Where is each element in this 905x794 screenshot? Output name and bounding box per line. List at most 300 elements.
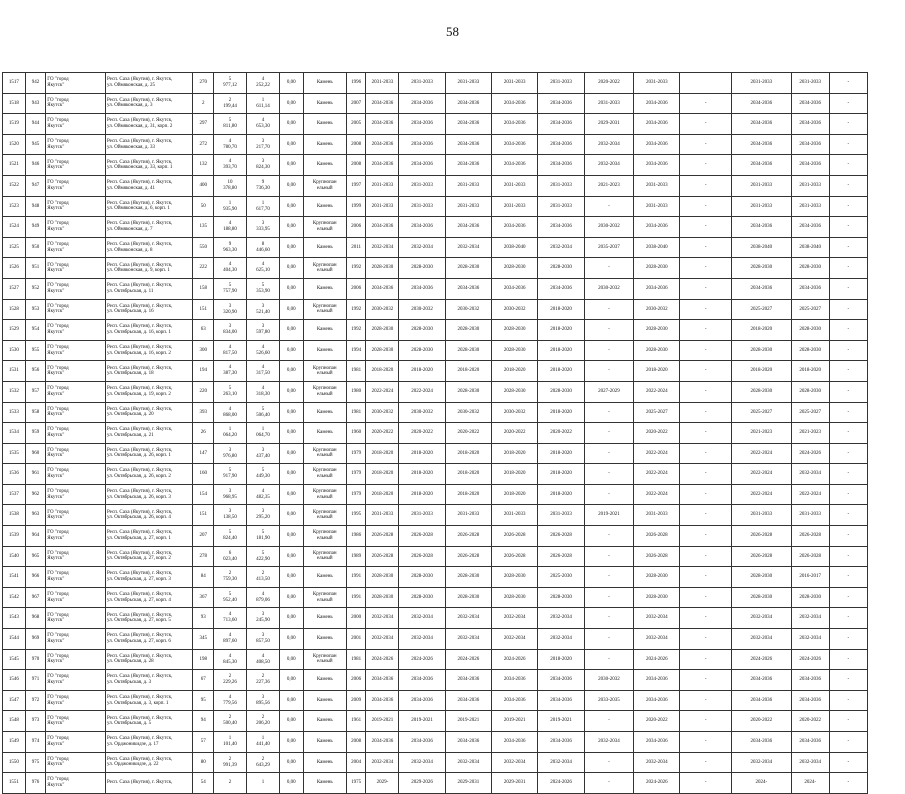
table-row xyxy=(3,505,902,526)
period-5-cell: 2035-2037 xyxy=(584,237,633,258)
build-year-cell: 1997 xyxy=(346,175,366,196)
build-year-cell: 1981 xyxy=(346,402,366,423)
wear-cell: 0,00 xyxy=(279,484,303,505)
owner-cell-line-2: Якутск" xyxy=(47,535,65,541)
owner-cell xyxy=(46,134,106,155)
period-9-cell: 2034-2036 xyxy=(791,732,829,753)
object-id-cell: 962 xyxy=(25,484,46,505)
period-1-cell: 2034-2036 xyxy=(399,217,445,238)
area-cell: 154 xyxy=(193,484,214,505)
period-6-cell: 2022-2024 xyxy=(634,484,680,505)
period-7-cell: - xyxy=(680,752,731,773)
period-3-cell: 2028-2030 xyxy=(492,567,538,588)
figure-1-cell-line-1: 3 xyxy=(228,509,232,515)
period-6-cell: 2034-2036 xyxy=(634,690,680,711)
period-7-cell xyxy=(680,73,731,94)
figure-1-cell xyxy=(214,299,247,320)
figure-2-cell-line-2: 318,30 xyxy=(256,391,270,397)
figure-2-cell-line-1: 3 xyxy=(261,159,265,165)
owner-cell-line-1: ГО "город xyxy=(47,695,69,701)
period-8-cell: 2028-2030 xyxy=(731,567,791,588)
period-10-cell: - xyxy=(829,732,867,753)
period-3-cell: 2034-2036 xyxy=(492,217,538,238)
owner-cell-line-2: Якутск" xyxy=(47,597,65,603)
period-6-cell: 2028-2030 xyxy=(634,587,680,608)
period-2-cell: 2034-2036 xyxy=(445,93,491,114)
figure-1-cell xyxy=(214,505,247,526)
address-cell-line-1: Респ. Саха (Якутия), г. Якутск, xyxy=(106,468,173,474)
table-row xyxy=(3,608,902,629)
area-cell: 400 xyxy=(193,175,214,196)
build-year-cell: 1992 xyxy=(346,299,366,320)
row-number-cell: 1541 xyxy=(3,567,26,588)
period-9-cell: 2028-2030 xyxy=(791,340,829,361)
period-9-cell: 2018-2020 xyxy=(791,361,829,382)
period-6-cell: 2028-2030 xyxy=(634,258,680,279)
address-cell-line-2: ул. Октябрьская, д. 16 xyxy=(106,309,154,315)
build-year-cell: 2008 xyxy=(346,134,366,155)
period-5-cell: - xyxy=(584,320,633,341)
period-3-cell: 2034-2036 xyxy=(492,155,538,176)
owner-cell-line-1: ГО "город xyxy=(47,447,69,453)
period-4-cell: 2018-2020 xyxy=(538,484,584,505)
period-7-cell: - xyxy=(680,711,731,732)
period-0-cell: 2028-2030 xyxy=(366,320,399,341)
wear-cell: 0,00 xyxy=(279,320,303,341)
material-cell: Крупнопан ельный xyxy=(303,381,346,402)
row-number-cell: 1545 xyxy=(3,649,26,670)
material-cell: Крупнопан ельный xyxy=(303,217,346,238)
figure-2-cell-line-1: 4 xyxy=(261,385,265,391)
object-id-cell: 968 xyxy=(25,608,46,629)
address-cell-line-2: ул. Орджоникидзе, д. 17 xyxy=(106,741,159,747)
area-cell: 132 xyxy=(193,155,214,176)
figure-1-cell-line-1: 4 xyxy=(228,633,232,639)
figure-1-cell-line-1: 3 xyxy=(228,447,232,453)
owner-cell-line-2: Якутск" xyxy=(47,494,65,500)
period-10-cell: - xyxy=(829,155,867,176)
table-row xyxy=(3,114,902,135)
figure-2-cell-line-2: 653,30 xyxy=(256,124,270,130)
table-row xyxy=(3,546,902,567)
period-3-cell: 2028-2030 xyxy=(492,258,538,279)
address-cell xyxy=(105,93,193,114)
figure-1-cell-line-1: 5 xyxy=(228,118,232,124)
figure-1-cell xyxy=(214,196,247,217)
figure-2-cell-line-1: 8 xyxy=(261,241,265,247)
period-5-cell: - xyxy=(584,196,633,217)
figure-2-cell-line-1: 3 xyxy=(261,633,265,639)
area-cell: 80 xyxy=(193,752,214,773)
period-8-cell: 2018-2020 xyxy=(731,320,791,341)
wear-cell: 0,00 xyxy=(279,443,303,464)
address-cell-line-2: ул. Октябрьская, д. 20 xyxy=(106,412,154,418)
period-2-cell: 2026-2028 xyxy=(445,546,491,567)
owner-cell-line-1: ГО "город xyxy=(47,241,69,247)
figure-1-cell-line-1: 1 xyxy=(228,200,232,206)
build-year-cell: 1991 xyxy=(346,587,366,608)
row-number-cell: 1519 xyxy=(3,114,26,135)
period-9-cell: 2032-2034 xyxy=(791,629,829,650)
period-2-cell: 2028-2030 xyxy=(445,381,491,402)
object-id-cell: 965 xyxy=(25,546,46,567)
wear-cell: 0,00 xyxy=(279,608,303,629)
address-cell-line-1: Респ. Саха (Якутия), г. Якутск, xyxy=(106,780,173,786)
period-5-cell: - xyxy=(584,340,633,361)
figure-2-cell xyxy=(247,732,280,753)
figure-1-cell-line-2: 378,80 xyxy=(223,185,237,191)
wear-cell: 0,00 xyxy=(279,134,303,155)
figure-2-cell-line-1: 4 xyxy=(261,118,265,124)
wear-cell: 0,00 xyxy=(279,649,303,670)
address-cell xyxy=(105,73,193,94)
figure-1-cell xyxy=(214,175,247,196)
table-row xyxy=(3,711,902,732)
area-cell: 50 xyxy=(193,196,214,217)
row-number-cell: 1520 xyxy=(3,134,26,155)
period-1-cell: 2030-2032 xyxy=(399,299,445,320)
figure-1-cell-line-1: 3 xyxy=(228,488,232,494)
owner-cell xyxy=(46,443,106,464)
period-2-cell: 2024-2026 xyxy=(445,649,491,670)
period-7-cell: - xyxy=(680,505,731,526)
address-cell-line-1: Респ. Саха (Якутия), г. Якутск, xyxy=(106,674,173,680)
table-row xyxy=(3,73,902,94)
period-9-cell: 2034-2036 xyxy=(791,114,829,135)
period-8-cell: 2038-2040 xyxy=(731,237,791,258)
figure-2-cell-line-1: 2 xyxy=(261,674,265,680)
wear-cell: 0,00 xyxy=(279,670,303,691)
period-5-cell: - xyxy=(584,629,633,650)
wear-cell: 0,00 xyxy=(279,299,303,320)
owner-cell-line-1: ГО "город xyxy=(47,633,69,639)
period-10-cell: - xyxy=(829,258,867,279)
figure-1-cell-line-2: 811,80 xyxy=(223,124,237,130)
row-number-cell: 1524 xyxy=(3,217,26,238)
build-year-cell: 1979 xyxy=(346,464,366,485)
wear-cell: 0,00 xyxy=(279,526,303,547)
period-1-cell: 2030-2032 xyxy=(399,402,445,423)
period-7-cell: - xyxy=(680,423,731,444)
owner-cell-line-2: Якутск" xyxy=(47,350,65,356)
build-year-cell: 1992 xyxy=(346,258,366,279)
area-cell: 151 xyxy=(193,299,214,320)
address-cell-line-1: Респ. Саха (Якутия), г. Якутск, xyxy=(106,633,173,639)
object-id-cell: 956 xyxy=(25,361,46,382)
address-cell-line-1: Респ. Саха (Якутия), г. Якутск, xyxy=(106,138,173,144)
period-5-cell: 2019-2021 xyxy=(584,505,633,526)
table-row xyxy=(3,732,902,753)
owner-cell-line-1: ГО "город xyxy=(47,530,69,536)
period-10-cell: - xyxy=(829,340,867,361)
area-cell: 272 xyxy=(193,134,214,155)
figure-2-cell-line-2: 857,50 xyxy=(256,639,270,645)
period-0-cell: 2026-2028 xyxy=(366,546,399,567)
area-cell: 135 xyxy=(193,217,214,238)
address-cell-line-1: Респ. Саха (Якутия), г. Якутск, xyxy=(106,180,173,186)
material-cell: Крупнопан ельный xyxy=(303,526,346,547)
row-number-cell: 1518 xyxy=(3,93,26,114)
period-8-cell: 2022-2024 xyxy=(731,443,791,464)
row-number-cell: 1543 xyxy=(3,608,26,629)
period-2-cell: 2020-2022 xyxy=(445,423,491,444)
period-3-cell: 2032-2034 xyxy=(492,629,538,650)
area-cell: 278 xyxy=(193,546,214,567)
period-8-cell: 2034-2036 xyxy=(731,690,791,711)
figure-1-cell xyxy=(214,73,247,94)
period-7-cell: - xyxy=(680,93,731,114)
material-cell: Камень xyxy=(303,155,346,176)
object-id-cell: 975 xyxy=(25,752,46,773)
object-id-cell: 948 xyxy=(25,196,46,217)
period-9-cell: 2028-2030 xyxy=(791,258,829,279)
address-cell xyxy=(105,464,193,485)
figure-1-cell-line-1: 5 xyxy=(228,385,232,391)
period-3-cell: 2034-2036 xyxy=(492,278,538,299)
wear-cell: 0,00 xyxy=(279,567,303,588)
period-8-cell: 2022-2024 xyxy=(731,464,791,485)
period-10-cell: - xyxy=(829,690,867,711)
period-10-cell: - xyxy=(829,73,867,94)
address-cell-line-1: Респ. Саха (Якутия), г. Якутск, xyxy=(106,159,173,165)
period-9-cell: 2031-2033 xyxy=(791,73,829,94)
period-9-cell: 2034-2036 xyxy=(791,134,829,155)
period-4-cell: 2018-2020 xyxy=(538,361,584,382)
period-2-cell: 2028-2030 xyxy=(445,320,491,341)
owner-cell xyxy=(46,484,106,505)
figure-2-cell-line-1: 1 xyxy=(261,427,265,433)
figure-2-cell-line-1: 1 xyxy=(261,779,265,785)
period-6-cell: 2034-2036 xyxy=(634,217,680,238)
address-cell xyxy=(105,732,193,753)
period-9-cell: 2024- xyxy=(791,773,829,794)
period-2-cell: 2031-2033 xyxy=(445,196,491,217)
figure-2-cell xyxy=(247,320,280,341)
period-5-cell: 2030-2032 xyxy=(584,217,633,238)
address-cell xyxy=(105,629,193,650)
address-cell xyxy=(105,381,193,402)
period-2-cell: 2018-2020 xyxy=(445,443,491,464)
period-2-cell: 2028-2030 xyxy=(445,340,491,361)
period-7-cell: - xyxy=(680,299,731,320)
figure-2-cell-line-1: 5 xyxy=(261,530,265,536)
owner-cell-line-2: Якутск" xyxy=(47,680,65,686)
wear-cell: 0,00 xyxy=(279,423,303,444)
address-cell xyxy=(105,711,193,732)
period-3-cell: 2034-2036 xyxy=(492,670,538,691)
period-6-cell: 2024-2026 xyxy=(634,649,680,670)
wear-cell: 0,00 xyxy=(279,73,303,94)
build-year-cell: 2008 xyxy=(346,732,366,753)
owner-cell-line-2: Якутск" xyxy=(47,721,65,727)
address-cell-line-1: Респ. Саха (Якутия), г. Якутск, xyxy=(106,118,173,124)
figure-2-cell-line-2: 408,50 xyxy=(256,659,270,665)
figure-2-cell-line-1: 1 xyxy=(261,97,265,103)
figure-1-cell-line-1: 4 xyxy=(228,344,232,350)
figure-2-cell xyxy=(247,237,280,258)
figure-2-cell-line-1: 1 xyxy=(261,200,265,206)
period-1-cell: 2026-2028 xyxy=(399,526,445,547)
period-4-cell: 2034-2036 xyxy=(538,114,584,135)
address-cell-line-2: ул. Октябрьская, д. 5 xyxy=(106,721,152,727)
period-8-cell: 2028-2030 xyxy=(731,258,791,279)
period-3-cell: 2028-2030 xyxy=(492,320,538,341)
address-cell xyxy=(105,237,193,258)
period-10-cell: - xyxy=(829,361,867,382)
period-1-cell: 2031-2033 xyxy=(399,505,445,526)
owner-cell-line-1: ГО "город xyxy=(47,77,69,83)
address-cell-line-2: ул. Октябрьская, д. 16, корп. 2 xyxy=(106,350,171,356)
build-year-cell: 1995 xyxy=(346,505,366,526)
address-cell xyxy=(105,114,193,135)
owner-cell-line-1: ГО "город xyxy=(47,221,69,227)
owner-cell-line-1: ГО "город xyxy=(47,653,69,659)
figure-1-cell xyxy=(214,381,247,402)
owner-cell-line-1: ГО "город xyxy=(47,571,69,577)
row-number-cell: 1517 xyxy=(3,73,26,94)
owner-cell-line-1: ГО "город xyxy=(47,365,69,371)
address-cell-line-1: Респ. Саха (Якутия), г. Якутск, xyxy=(106,571,173,577)
wear-cell: 0,00 xyxy=(279,196,303,217)
period-10-cell: - xyxy=(829,93,867,114)
period-5-cell: 2027-2029 xyxy=(584,381,633,402)
build-year-cell: 2006 xyxy=(346,670,366,691)
period-8-cell: 2024-2026 xyxy=(731,649,791,670)
address-cell-line-2: ул. Оймяконская, д. 9, корп. 1 xyxy=(106,268,170,274)
figure-2-cell xyxy=(247,587,280,608)
figure-1-cell-line-1: 3 xyxy=(228,303,232,309)
figure-2-cell-line-1: 5 xyxy=(261,282,265,288)
period-2-cell: 2034-2036 xyxy=(445,732,491,753)
address-cell-line-1: Респ. Саха (Якутия), г. Якутск, xyxy=(106,262,173,268)
figure-1-cell-line-2: 759,30 xyxy=(223,577,237,583)
wear-cell: 0,00 xyxy=(279,278,303,299)
material-cell: Камень xyxy=(303,773,346,794)
address-cell-line-2: ул. Октябрьская, д. 26, корп. 3 xyxy=(106,494,171,500)
address-cell-line-1: Респ. Саха (Якутия), г. Якутск, xyxy=(106,612,173,618)
period-6-cell: 2032-2034 xyxy=(634,752,680,773)
period-9-cell: 2025-2027 xyxy=(791,299,829,320)
period-10-cell: - xyxy=(829,505,867,526)
area-cell: 147 xyxy=(193,443,214,464)
row-number-cell: 1544 xyxy=(3,629,26,650)
period-6-cell: 2026-2028 xyxy=(634,546,680,567)
period-1-cell: 2028-2030 xyxy=(399,258,445,279)
material-cell: Крупнопан ельный xyxy=(303,484,346,505)
period-5-cell: 2032-2034 xyxy=(584,732,633,753)
figure-2-cell-line-2: 895,56 xyxy=(256,700,270,706)
period-2-cell: 2018-2020 xyxy=(445,484,491,505)
period-4-cell: 2034-2036 xyxy=(538,278,584,299)
address-cell xyxy=(105,773,193,794)
owner-cell xyxy=(46,567,106,588)
owner-cell xyxy=(46,546,106,567)
wear-cell: 0,00 xyxy=(279,155,303,176)
build-year-cell: 1999 xyxy=(346,196,366,217)
figure-1-cell xyxy=(214,608,247,629)
period-6-cell: 2034-2036 xyxy=(634,732,680,753)
period-5-cell: - xyxy=(584,587,633,608)
material-cell: Камень xyxy=(303,423,346,444)
figure-2-cell-line-2: 206,20 xyxy=(256,721,270,727)
owner-cell-line-2: Якутск" xyxy=(47,309,65,315)
period-4-cell: 2025-2030 xyxy=(538,567,584,588)
period-4-cell: 2018-2020 xyxy=(538,340,584,361)
owner-cell xyxy=(46,217,106,238)
object-id-cell: 970 xyxy=(25,649,46,670)
period-2-cell: 2031-2033 xyxy=(445,73,491,94)
period-3-cell: 2029-2031 xyxy=(492,773,538,794)
period-1-cell: 2034-2036 xyxy=(399,732,445,753)
figure-1-cell-line-1: 3 xyxy=(228,324,232,330)
period-0-cell: 2022-2024 xyxy=(366,381,399,402)
table-row xyxy=(3,649,902,670)
area-cell: 194 xyxy=(193,361,214,382)
row-number-cell: 1522 xyxy=(3,175,26,196)
figure-2-cell-line-1: 5 xyxy=(261,550,265,556)
figure-2-cell xyxy=(247,278,280,299)
object-id-cell: 943 xyxy=(25,93,46,114)
owner-cell-line-1: ГО "город xyxy=(47,180,69,186)
figure-2-cell-line-1: 4 xyxy=(261,591,265,597)
period-8-cell: 2034-2036 xyxy=(731,155,791,176)
figure-2-cell-line-1: 3 xyxy=(261,324,265,330)
row-number-cell: 1546 xyxy=(3,670,26,691)
period-0-cell: 2018-2020 xyxy=(366,464,399,485)
figure-1-cell xyxy=(214,484,247,505)
period-3-cell: 2032-2034 xyxy=(492,752,538,773)
period-10-cell: - xyxy=(829,670,867,691)
period-2-cell: 2030-2032 xyxy=(445,299,491,320)
period-2-cell: 2032-2034 xyxy=(445,629,491,650)
period-0-cell: 2032-2034 xyxy=(366,237,399,258)
period-8-cell: 2034-2036 xyxy=(731,217,791,238)
period-0-cell: 2031-2033 xyxy=(366,505,399,526)
address-cell xyxy=(105,299,193,320)
period-3-cell: 2028-2030 xyxy=(492,381,538,402)
period-9-cell: 2028-2030 xyxy=(791,320,829,341)
figure-2-cell-line-2: 611,14 xyxy=(256,103,270,109)
table-row xyxy=(3,93,902,114)
period-1-cell: 2028-2030 xyxy=(399,320,445,341)
period-4-cell: 2032-2034 xyxy=(538,629,584,650)
object-id-cell: 951 xyxy=(25,258,46,279)
period-0-cell: 2034-2036 xyxy=(366,93,399,114)
figure-2-cell xyxy=(247,361,280,382)
period-5-cell: 2032-2034 xyxy=(584,155,633,176)
figure-1-cell-line-2: 320,90 xyxy=(223,309,237,315)
period-2-cell: 2028-2030 xyxy=(445,567,491,588)
period-0-cell: 2034-2036 xyxy=(366,134,399,155)
period-4-cell: 2032-2034 xyxy=(538,608,584,629)
figure-1-cell xyxy=(214,114,247,135)
wear-cell: 0,00 xyxy=(279,402,303,423)
wear-cell: 0,00 xyxy=(279,361,303,382)
area-cell: 93 xyxy=(193,608,214,629)
figure-2-cell-line-2: 441,40 xyxy=(256,742,270,747)
period-0-cell: 2031-2033 xyxy=(366,196,399,217)
object-id-cell: 944 xyxy=(25,114,46,135)
period-10-cell: - xyxy=(829,546,867,567)
period-1-cell: 2018-2020 xyxy=(399,443,445,464)
figure-1-cell-line-1: 2 xyxy=(228,779,232,785)
period-6-cell: 2034-2036 xyxy=(634,155,680,176)
material-cell: Крупнопан ельный xyxy=(303,175,346,196)
row-number-cell: 1534 xyxy=(3,423,26,444)
period-9-cell: 2034-2036 xyxy=(791,217,829,238)
period-1-cell: 2026-2028 xyxy=(399,546,445,567)
period-6-cell: 2022-2024 xyxy=(634,443,680,464)
